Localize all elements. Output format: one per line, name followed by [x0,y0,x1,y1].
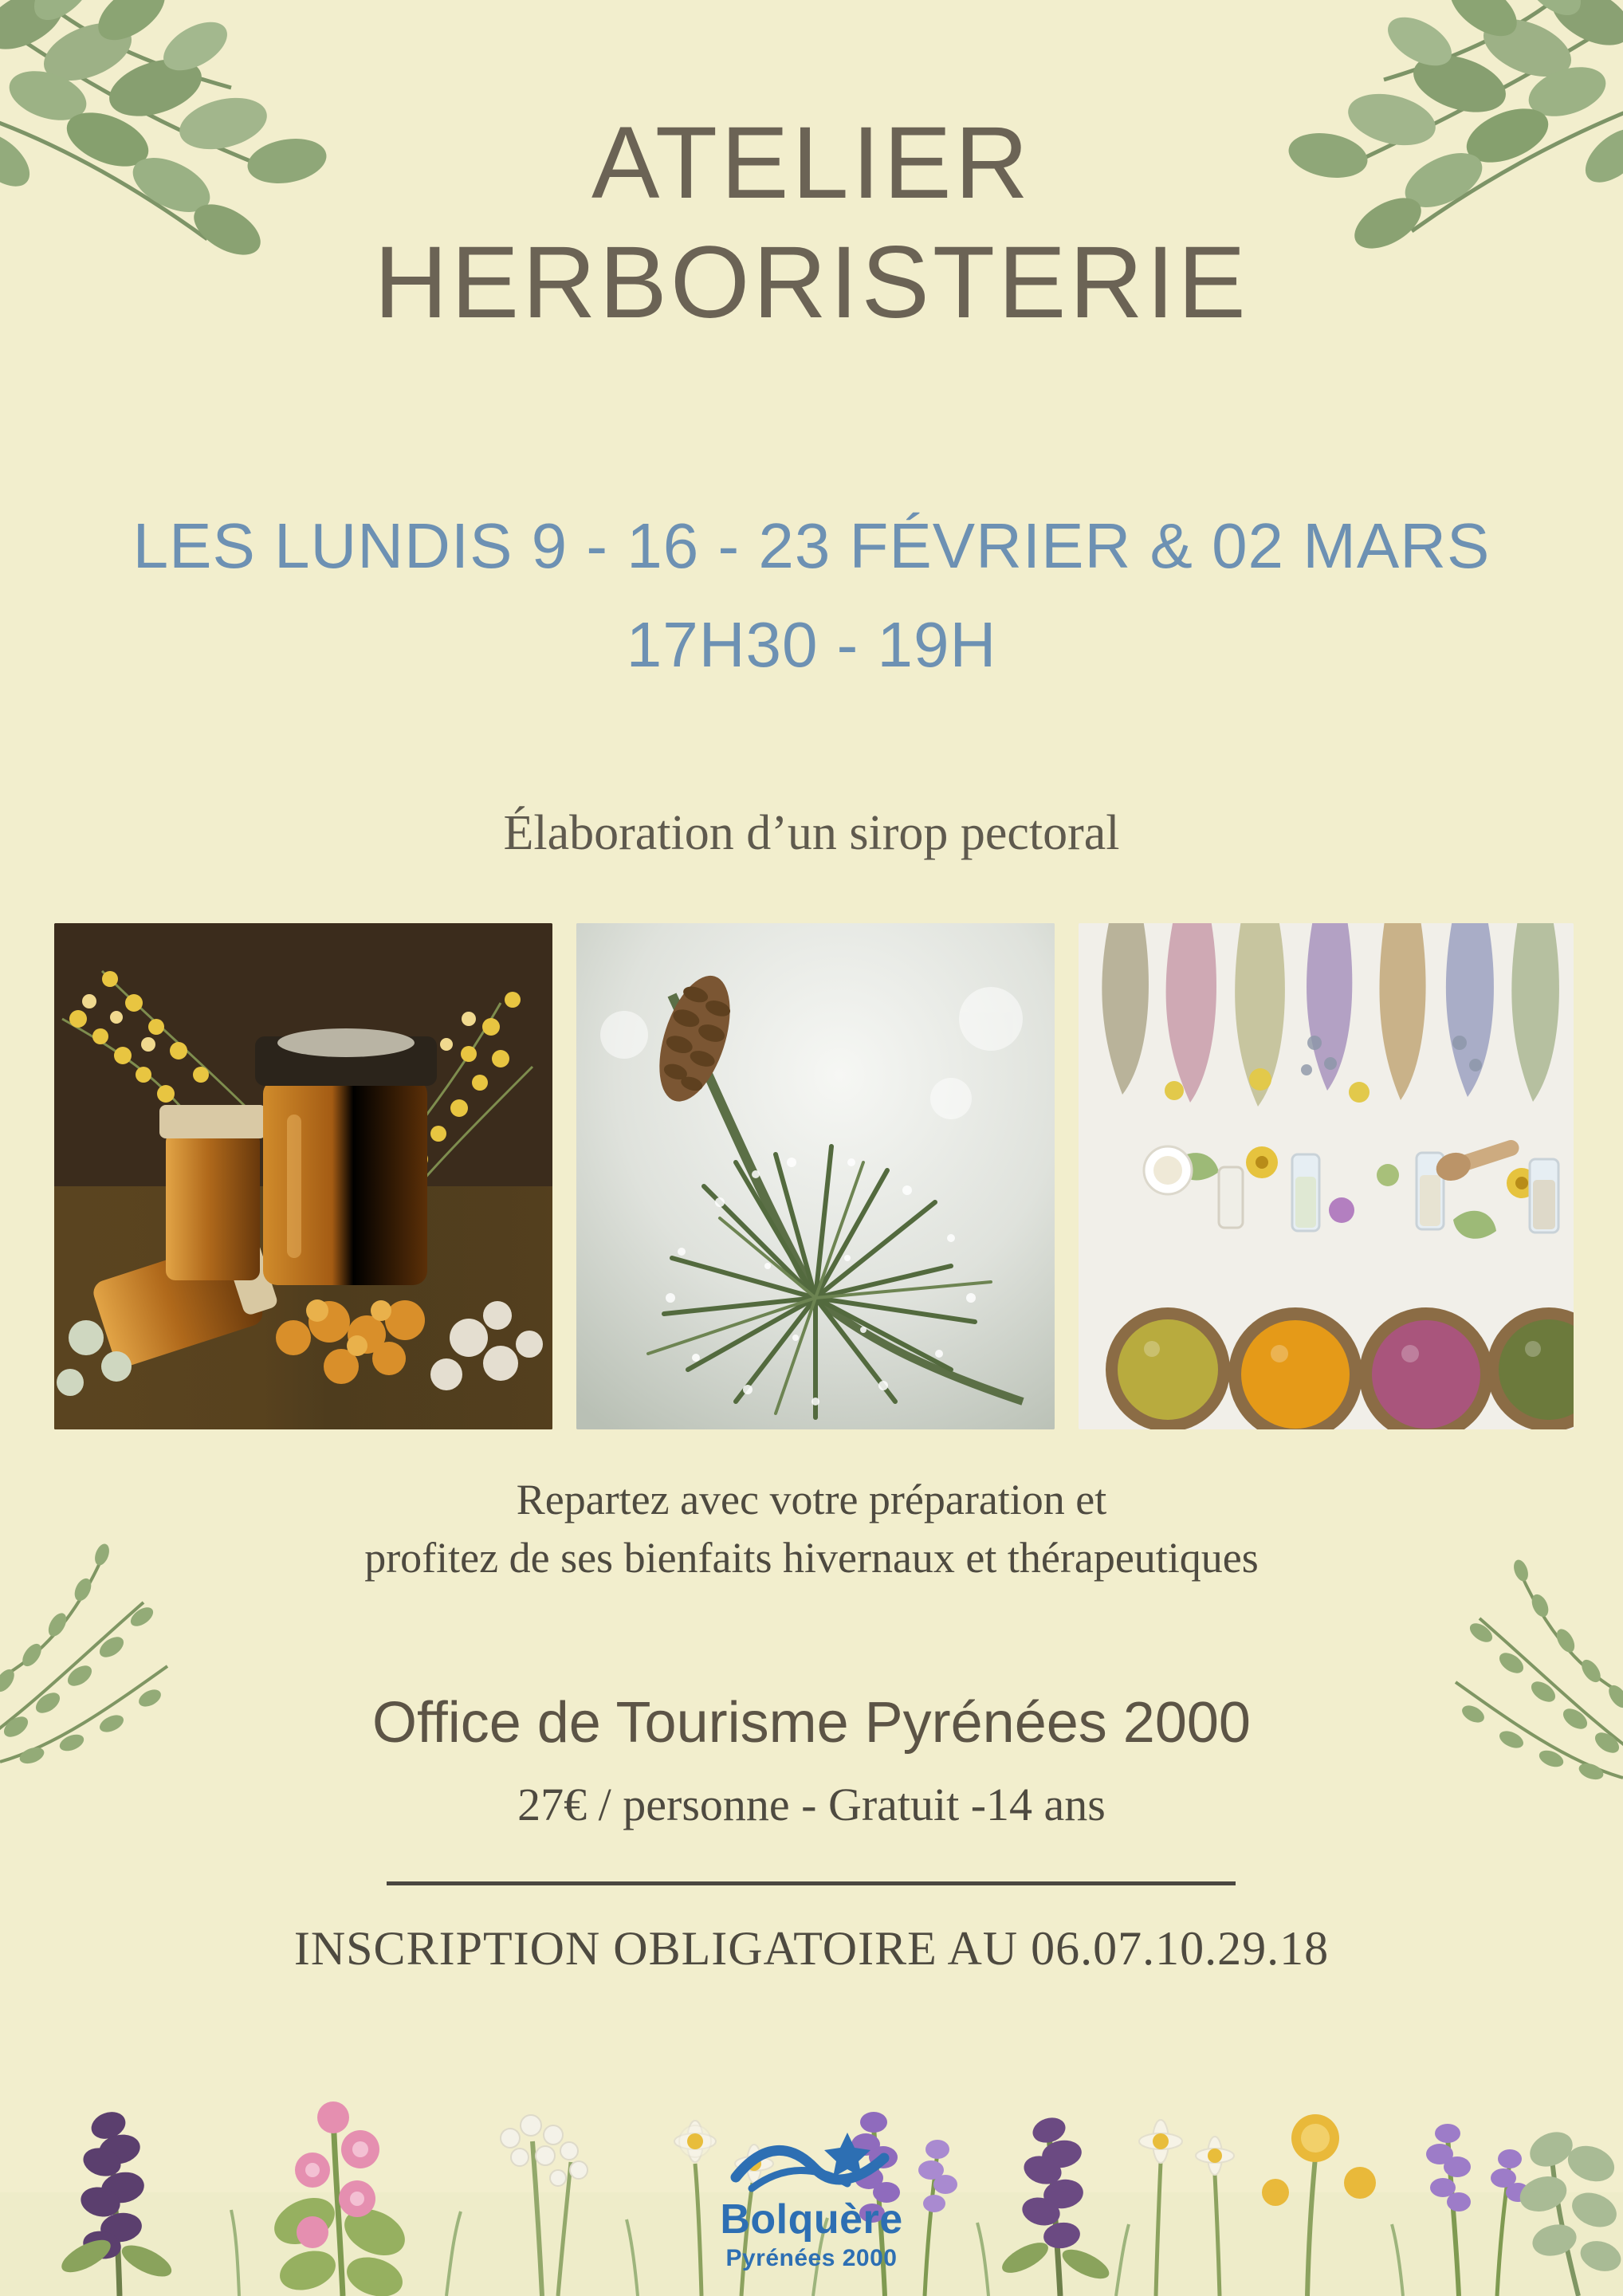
divider-rule [387,1881,1236,1885]
price-info: 27€ / personne - Gratuit -14 ans [517,1779,1106,1830]
event-subtitle: Élaboration d’un sirop pectoral [503,806,1120,860]
benefit-line-2: profitez de ses bienfaits hivernaux et thérapeutiques [364,1533,1259,1582]
event-schedule [0,506,1623,685]
event-dates: LES LUNDIS 9 - 16 - 23 FÉVRIER & 02 MARS [132,510,1491,581]
frosted-pine-branch-photo [576,923,1055,1429]
title-line-1: ATELIER [591,106,1032,220]
logo-subtitle: Pyrénées 2000 [725,2245,898,2271]
logo-name: Bolquère [720,2196,903,2243]
dried-herbs-flatlay-photo [1079,923,1574,1429]
registration-info: INSCRIPTION OBLIGATOIRE AU 06.07.10.29.18 [293,1922,1330,1975]
bolquere-logo [680,2120,943,2272]
amber-apothecary-bottles-photo [54,923,552,1429]
title-line-2: HERBORISTERIE [374,225,1249,340]
photo-strip [54,923,1574,1429]
organizer-name: Office de Tourisme Pyrénées 2000 [372,1691,1251,1755]
poster-title [0,104,1623,343]
benefit-line-1: Repartez avec votre préparation et [516,1476,1107,1523]
event-time: 17H30 - 19H [626,609,997,680]
mountain-wave-icon [728,2120,895,2196]
